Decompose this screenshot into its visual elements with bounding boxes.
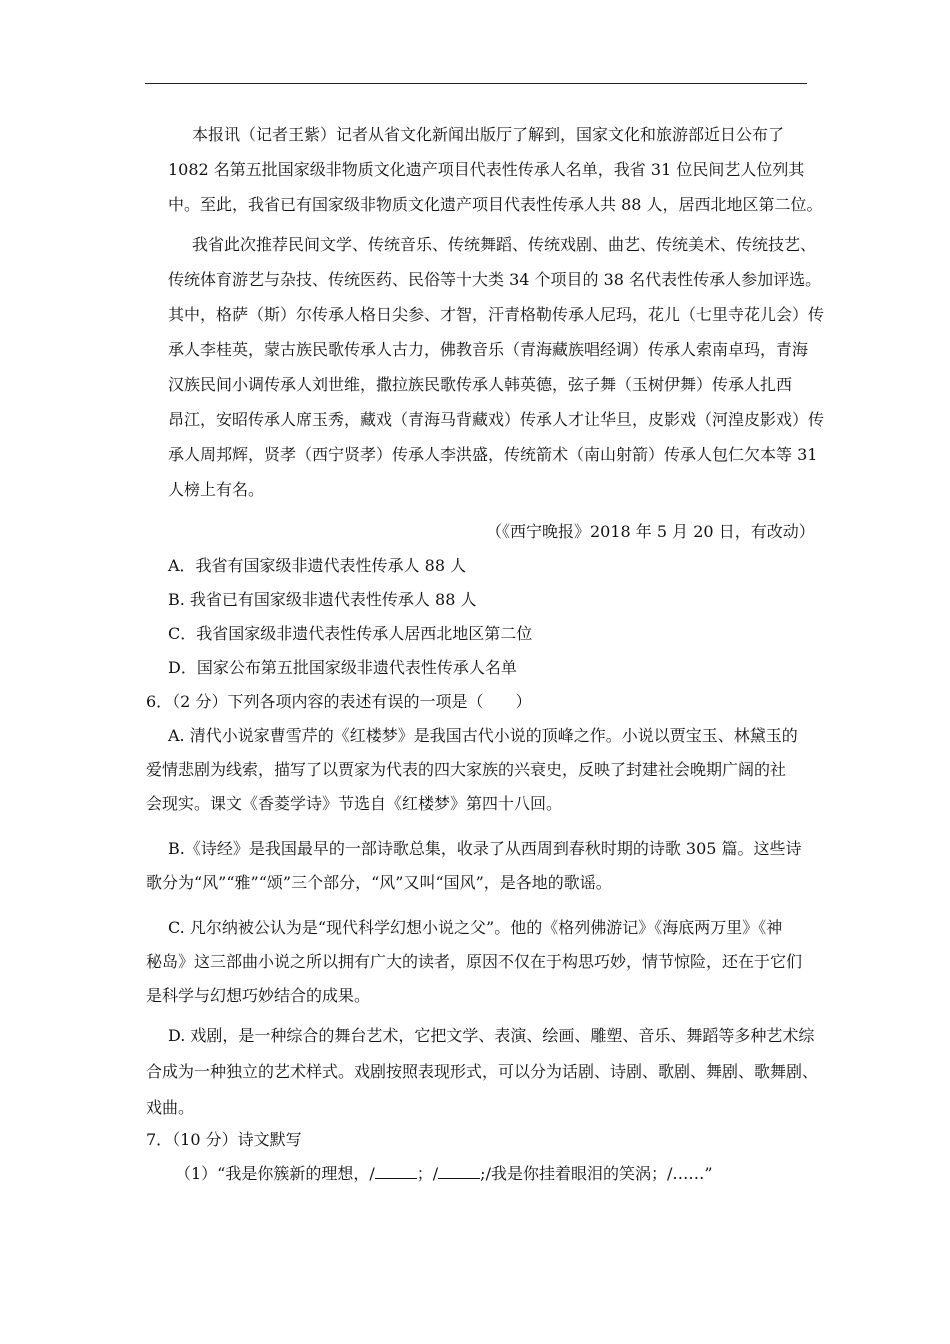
q7-blank-1[interactable]	[375, 1164, 417, 1179]
q6-option-a-line: 爱情悲剧为线索，描写了以贾家为代表的四大家族的兴衰史，反映了封建社会晚期广阔的社	[146, 760, 787, 779]
article-p2-line: 昂江，安昭传承人席玉秀，藏戏（青海马背藏戏）传承人才让华旦，皮影戏（河湟皮影戏）传	[168, 410, 825, 429]
q7-stem: 7．（10 分）诗文默写	[146, 1130, 302, 1149]
article-p2-line: 人榜上有名。	[168, 480, 265, 499]
q6-option-b-line: 歌分为“风”“雅”“颂”三个部分，“风”又叫“国风”，是各地的歌谣。	[146, 873, 612, 892]
q6-option-b-line: B.《诗经》是我国最早的一部诗歌总集，收录了从西周到春秋时期的诗歌 305 篇。这些诗	[168, 839, 802, 858]
q7-sub1-sep2: ;/我是你挂着眼泪的笑涡；/……”	[480, 1164, 713, 1183]
article-p2-line: 汉族民间小调传承人刘世维，撒拉族民歌传承人韩英德，弦子舞（玉树伊舞）传承人扎西	[168, 375, 793, 394]
q6-option-c-line: 是科学与幻想巧妙结合的成果。	[146, 986, 371, 1005]
article-p2-line: 我省此次推荐民间文学、传统音乐、传统舞蹈、传统戏剧、曲艺、传统美术、传统技艺、	[192, 235, 817, 254]
article-p1-line: 1082 名第五批国家级非物质文化遗产项目代表性传承人名单，我省 31 位民间艺人位列其	[168, 160, 805, 179]
q7-blank-2[interactable]	[438, 1164, 480, 1179]
article-p2-line: 传统体育游艺与杂技、传统医药、民俗等十大类 34 个项目的 38 名代表性传承人参加评选。	[168, 270, 822, 289]
q6-stem: 6．（2 分）下列各项内容的表述有误的一项是（ ）	[146, 692, 532, 711]
q6-option-c-line: C. 凡尔纳被公认为是“现代科学幻想小说之父”。他的《格列佛游记》《海底两万里》《神	[168, 918, 783, 937]
q5-option-a: A．我省有国家级非遗代表性传承人 88 人	[168, 556, 467, 575]
q7-sub1-prefix: （1）“我是你簇新的理想，/	[175, 1164, 375, 1183]
q5-option-c: C．我省国家级非遗代表性传承人居西北地区第二位	[168, 624, 533, 643]
article-p1-line: 中。至此，我省已有国家级非物质文化遗产项目代表性传承人共 88 人，居西北地区第二位。	[168, 195, 823, 214]
q7-sub1	[175, 1164, 713, 1184]
q5-option-b: B. 我省已有国家级非遗代表性传承人 88 人	[168, 590, 477, 609]
q7-sub1-sep1: ；/	[416, 1164, 439, 1183]
article-p2-line: 承人周邦辉，贤孝（西宁贤孝）传承人李洪盛，传统箭术（南山射箭）传承人包仁欠本等 31	[168, 445, 818, 464]
q6-option-d-line: 戏曲。	[146, 1098, 195, 1117]
q6-option-d-line: 合成为一种独立的艺术样式。戏剧按照表现形式，可以分为话剧、诗剧、歌剧、舞剧、歌舞剧、	[146, 1062, 819, 1081]
q6-option-c-line: 秘岛》这三部曲小说之所以拥有广大的读者，原因不仅在于构思巧妙，情节惊险，还在于它们	[146, 952, 803, 971]
q6-option-d-line: D. 戏剧，是一种综合的舞台艺术，它把文学、表演、绘画、雕塑、音乐、舞蹈等多种艺术综	[168, 1026, 815, 1045]
article-p2-line: 其中，格萨（斯）尔传承人格日尖参、才智，汗青格勒传承人尼玛，花儿（七里寺花儿会）传	[168, 305, 825, 324]
q6-option-a-line: 会现实。课文《香菱学诗》节选自《红楼梦》第四十八回。	[146, 794, 563, 813]
q5-option-d: D．国家公布第五批国家级非遗代表性传承人名单	[168, 658, 517, 677]
article-p1-line: 本报讯（记者王紫）记者从省文化新闻出版厅了解到，国家文化和旅游部近日公布了	[192, 125, 785, 144]
article-source: （《西宁晚报》2018 年 5 月 20 日，有改动）	[486, 522, 815, 541]
article-p2-line: 承人李桂英，蒙古族民歌传承人古力，佛教音乐（青海藏族唱经调）传承人索南卓玛，青海	[168, 340, 809, 359]
q6-option-a-line: A. 清代小说家曹雪芹的《红楼梦》是我国古代小说的顶峰之作。小说以贾宝玉、林黛玉的	[168, 726, 798, 745]
header-rule	[145, 83, 807, 84]
